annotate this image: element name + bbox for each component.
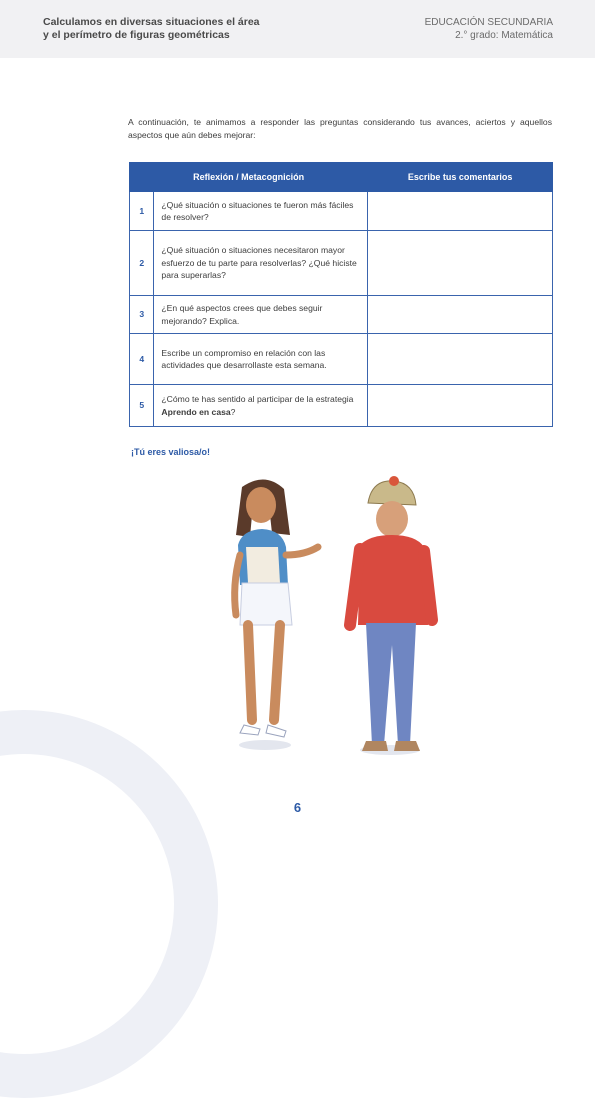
reflection-table <box>129 162 553 427</box>
question-mark: ? <box>230 406 236 417</box>
comments-column-header: Escribe tus comentarios <box>368 163 553 192</box>
reflection-question: Escribe un compromiso en relación con las actividades que desarrollaste esta semana. <box>154 334 368 385</box>
question-text: ¿Cómo te has sentido al participar de la estrategia <box>161 394 354 404</box>
encouragement-text: ¡Tú eres valiosa/o! <box>131 447 211 457</box>
course-info <box>425 16 553 42</box>
boy-figure <box>350 476 432 755</box>
table-row <box>130 296 553 334</box>
education-level: EDUCACIÓN SECUNDARIA <box>424 17 553 28</box>
strategy-name: Aprendo en casa <box>161 406 231 417</box>
comment-cell[interactable] <box>368 334 553 385</box>
unit-title-line-2: y el perímetro de figuras geométricas <box>43 29 230 41</box>
table-header-row <box>130 163 553 192</box>
reflection-question: ¿Qué situación o situaciones necesitaron mayor esfuerzo de tu parte para resolverlas? ¿Qué hiciste para superarlas? <box>154 231 368 296</box>
grade-subject: 2.° grado: Matemática <box>455 30 553 41</box>
unit-title-line-1: Calculamos en diversas situaciones el área <box>43 16 260 28</box>
page-number: 6 <box>293 800 302 815</box>
table-row <box>130 334 553 385</box>
reflection-column-header: Reflexión / Metacognición <box>130 163 368 192</box>
row-number: 4 <box>130 334 154 385</box>
comment-cell[interactable] <box>368 192 553 231</box>
students-illustration <box>210 475 450 775</box>
intro-paragraph: A continuación, te animamos a responder las preguntas considerando tus avances, aciertos y aquellos aspectos que aún debes mejorar: <box>128 117 552 140</box>
page-header <box>0 0 595 58</box>
row-number: 3 <box>130 296 154 334</box>
unit-title <box>43 16 343 42</box>
table-row <box>130 231 553 296</box>
row-number: 1 <box>130 192 154 231</box>
table-row <box>130 192 553 231</box>
row-number: 2 <box>130 231 154 296</box>
girl-figure <box>235 479 318 750</box>
reflection-question: ¿Qué situación o situaciones te fueron más fáciles de resolver? <box>154 192 368 231</box>
comment-cell[interactable] <box>368 231 553 296</box>
comment-cell[interactable] <box>368 296 553 334</box>
table-row <box>130 385 553 427</box>
reflection-question: ¿En qué aspectos crees que debes seguir mejorando? Explica. <box>154 296 368 334</box>
reflection-question <box>154 385 368 427</box>
row-number: 5 <box>130 385 154 427</box>
decorative-arc <box>0 710 218 1098</box>
comment-cell[interactable] <box>368 385 553 427</box>
